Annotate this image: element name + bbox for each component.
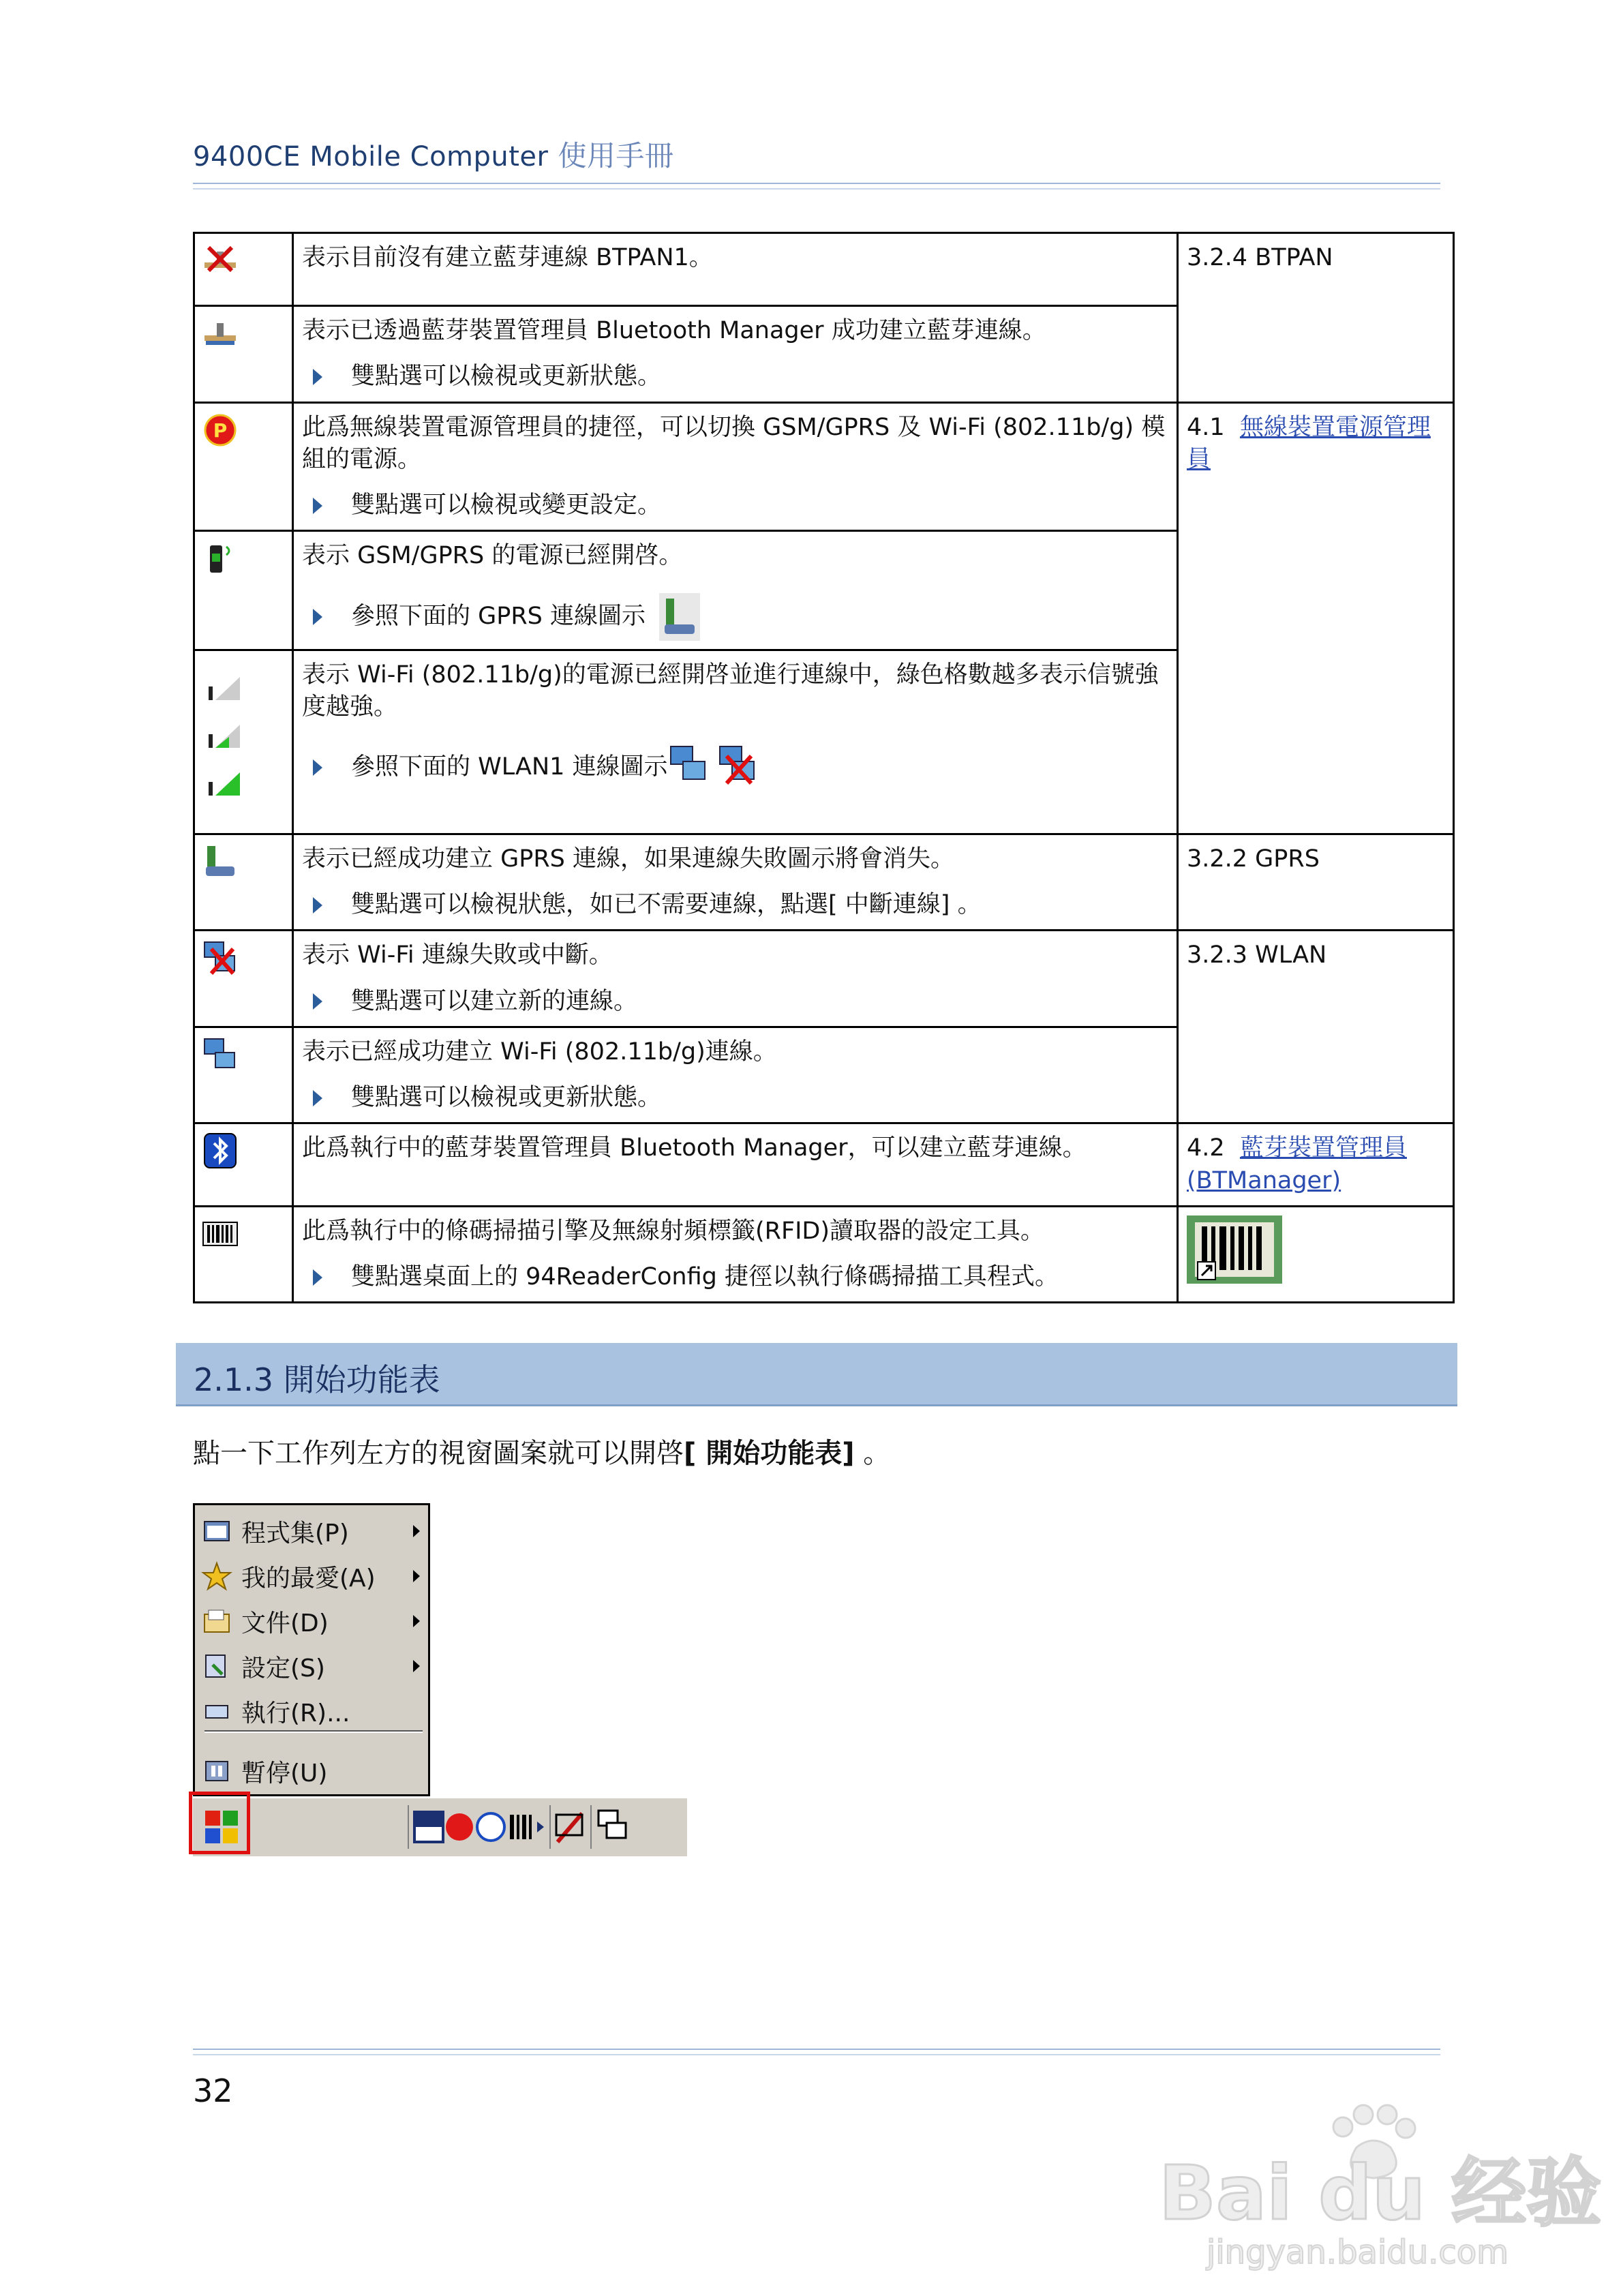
icon-table — [193, 232, 1455, 1303]
power-manager-icon — [202, 412, 239, 449]
svg-text:Bai du 经验: Bai du 经验 — [1159, 2149, 1602, 2237]
row-ref: 3.2.2 GPRS — [1187, 845, 1320, 873]
row-text: 表示 GSM/GPRS 的電源已經開啓。 — [302, 542, 683, 570]
start-menu — [193, 1503, 430, 1796]
menu-separator — [204, 1730, 423, 1733]
suspend-icon — [202, 1756, 232, 1786]
bt-manager-link[interactable]: 藍芽裝置管理員(BTManager) — [1187, 1134, 1407, 1194]
footer-rule — [193, 2049, 1440, 2055]
row-bullet: 雙點選可以檢視或更新狀態。 — [313, 1082, 1168, 1114]
row-ref: 3.2.3 WLAN — [1187, 941, 1327, 969]
page-header — [193, 134, 1440, 188]
barcode-reader-icon — [202, 1215, 239, 1252]
section-paragraph: 點一下工作列左方的視窗圖案就可以開啓[ 開始功能表] 。 — [193, 1438, 891, 1469]
bluetooth-connected-icon — [202, 315, 239, 352]
wlan-failed-icon — [717, 744, 758, 791]
table-row — [194, 834, 1454, 931]
folder-icon — [202, 1606, 232, 1636]
gsm-power-on-icon — [202, 540, 239, 577]
row-bullet: 參照下面的 GPRS 連線圖示 — [313, 593, 1168, 641]
run-icon — [202, 1696, 232, 1726]
row-ref: 3.2.4 BTPAN — [1187, 244, 1333, 271]
row-text: 表示已經成功建立 Wi-Fi (802.11b/g)連線。 — [302, 1038, 777, 1066]
menu-item-favorites[interactable]: 我的最愛(A) — [202, 1557, 427, 1595]
wifi-failed-icon — [202, 939, 239, 976]
wifi-signal-icon — [202, 659, 243, 816]
header-title: 9400CE Mobile Computer 使用手冊 — [193, 139, 674, 172]
row-bullet: 雙點選可以檢視或更新狀態。 — [313, 361, 1168, 393]
gprs-icon — [659, 593, 700, 641]
section-heading: 2.1.3 開始功能表 — [176, 1343, 1457, 1406]
menu-item-run[interactable]: 執行(R)... — [202, 1692, 427, 1730]
taskbar — [193, 1796, 687, 1856]
svg-text:P: P — [213, 419, 228, 442]
wlan-connected-icon — [668, 744, 709, 791]
page-number: 32 — [193, 2072, 233, 2109]
row-bullet: 雙點選可以建立新的連線。 — [313, 986, 1168, 1018]
row-text: 表示目前沒有建立藍芽連線 BTPAN1。 — [302, 244, 713, 271]
reader-config-shortcut-icon — [1187, 1215, 1282, 1284]
row-bullet: 參照下面的 WLAN1 連線圖示 — [313, 744, 1168, 791]
svg-text:jingyan.baidu.com: jingyan.baidu.com — [1207, 2233, 1508, 2271]
bluetooth-manager-icon — [202, 1132, 239, 1169]
table-row — [194, 1206, 1454, 1303]
settings-icon — [202, 1651, 232, 1681]
baidu-watermark-logo — [1152, 2100, 1602, 2271]
bluetooth-disconnected-icon — [202, 242, 239, 279]
row-text: 此爲執行中的藍芽裝置管理員 Bluetooth Manager，可以建立藍芽連線。 — [302, 1134, 1087, 1162]
gprs-connected-icon — [202, 843, 239, 880]
row-ref-prefix: 4.2 — [1187, 1134, 1225, 1162]
row-bullet: 雙點選可以檢視狀態，如已不需要連線，點選[ 中斷連線] 。 — [313, 889, 1168, 921]
table-row — [194, 1123, 1454, 1207]
menu-item-documents[interactable]: 文件(D) — [202, 1602, 427, 1640]
star-icon — [202, 1561, 232, 1591]
start-button-highlight — [189, 1792, 250, 1854]
programs-icon — [202, 1516, 232, 1546]
menu-item-programs[interactable]: 程式集(P) — [202, 1512, 427, 1550]
menu-item-settings[interactable]: 設定(S) — [202, 1647, 427, 1685]
system-tray-icons[interactable] — [408, 1805, 680, 1849]
table-row — [194, 931, 1454, 1027]
menu-item-suspend[interactable]: 暫停(U) — [202, 1752, 427, 1790]
row-text: 此爲執行中的條碼掃描引擎及無線射頻標籤(RFID)讀取器的設定工具。 — [302, 1217, 1045, 1245]
header-rule — [193, 183, 1440, 190]
table-row — [194, 402, 1454, 531]
row-bullet: 雙點選可以檢視或變更設定。 — [313, 489, 1168, 522]
power-manager-link[interactable]: 無線裝置電源管理員 — [1187, 413, 1431, 473]
row-ref-prefix: 4.1 — [1187, 413, 1225, 441]
wifi-connected-icon — [202, 1036, 239, 1073]
header-subtitle: 使用手冊 — [558, 139, 674, 172]
row-text: 表示已經成功建立 GPRS 連線，如果連線失敗圖示將會消失。 — [302, 845, 955, 873]
row-text: 表示 Wi-Fi 連線失敗或中斷。 — [302, 941, 613, 969]
row-bullet: 雙點選桌面上的 94ReaderConfig 捷徑以執行條碼掃描工具程式。 — [313, 1261, 1168, 1293]
start-menu-label: [ 開始功能表] — [684, 1438, 855, 1469]
table-row — [194, 233, 1454, 306]
row-text: 此爲無線裝置電源管理員的捷徑，可以切換 GSM/GPRS 及 Wi-Fi (802.11b/g) 模組的電源。 — [302, 413, 1166, 473]
row-text: 表示 Wi-Fi (802.11b/g)的電源已經開啓並進行連線中，綠色格數越多表示信號強度越強。 — [302, 661, 1159, 721]
row-text: 表示已透過藍芽裝置管理員 Bluetooth Manager 成功建立藍芽連線。 — [302, 317, 1046, 344]
